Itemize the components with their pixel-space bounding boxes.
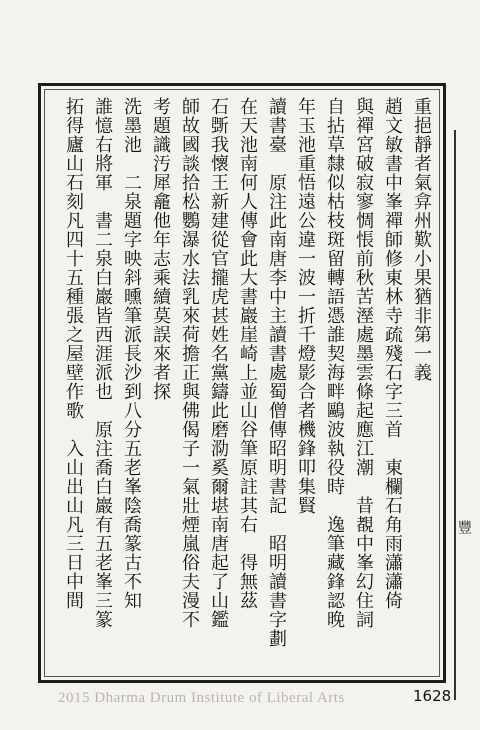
text-column-9: 師故國談拾松鸚瀑水法乳來荷擔正與佛偈子一氣壯煙嵐俗夫漫不	[179, 97, 200, 629]
text-column-2: 趙文敏書中峯禪師修東林寺疏殘石字三首 東欄石角雨瀟瀟倚	[382, 97, 403, 610]
text-column-12: 誰憶右將軍 書二泉白巖皆西涯派也 原注喬白巖有五老峯三篆	[92, 97, 113, 629]
page-number: 1628	[413, 687, 452, 705]
text-column-11: 洗墨池 二泉題字映斜曛筆派長沙到八分五老峯陰喬篆古不知	[121, 97, 142, 610]
watermark: 2015 Dharma Drum Institute of Liberal Arts	[58, 690, 345, 706]
text-column-10: 考題識汚犀龕他年志乘續莫誤來者探	[150, 97, 171, 401]
text-column-13: 拓得廬山石刻凡四十五種張之屋壁作歌 入山出山凡三日中間	[63, 97, 84, 610]
text-column-3: 與禪宮破寂寥惆悵前秋苦溼處墨雲條起應江潮 昔覩中峯幻住詞	[353, 97, 374, 629]
facing-page-mark: 豐	[456, 520, 472, 534]
text-column-1: 重挹靜者氣弇州歎小果猶非第一義	[411, 97, 432, 382]
text-column-7: 在天池南何人傳會此大書巖崖崎上並山谷筆原註其右 得無茲	[237, 97, 258, 610]
facing-page-edge	[454, 130, 480, 700]
text-column-8: 石斲我懷王新建從官攏虎甚姓名黨鑄此磨泐奚爾堪南唐起了山鑑	[208, 97, 229, 629]
text-column-5: 年玉池重悟遠公違一波一折千燈影合者機鋒叩集賢	[295, 97, 316, 515]
text-column-4: 自拈草隸似枯枝斑留轉語憑誰契海畔鷗波執役時 逸筆藏鋒認晚	[324, 97, 345, 629]
text-column-6: 讀書臺 原注此南唐李中主讀書處蜀僧傳昭明書記 昭明讀書字劃	[266, 97, 287, 648]
